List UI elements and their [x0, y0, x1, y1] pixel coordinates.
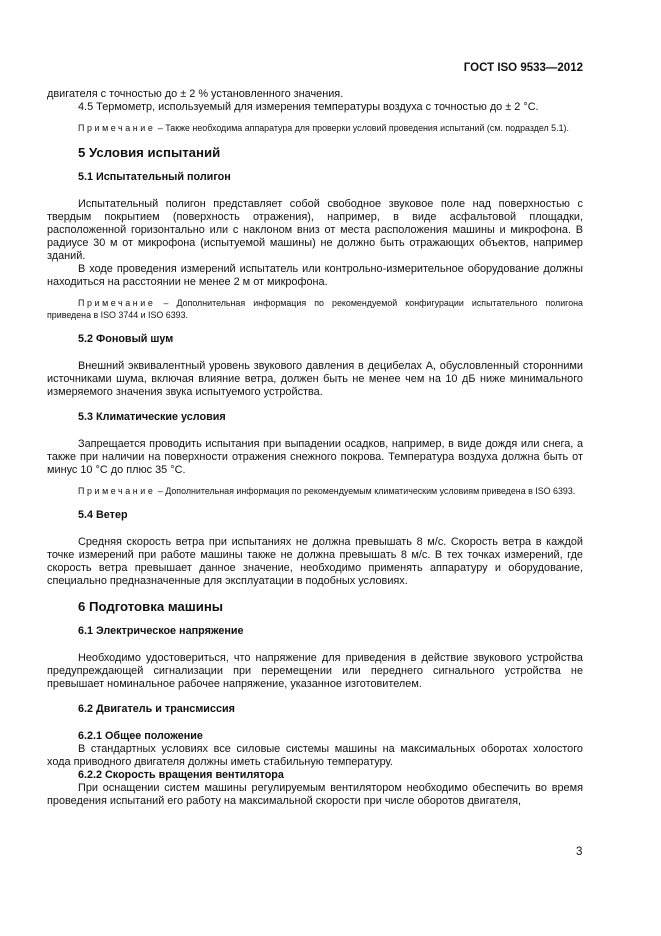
- page-content: [47, 88, 583, 808]
- section-6-2-2-heading: 6.2.2 Скорость вращения вентилятора: [78, 769, 284, 781]
- note-label: Примечание: [78, 298, 156, 308]
- section-6-heading: 6 Подготовка машины: [78, 599, 224, 614]
- note-text: – Дополнительная информация по рекомендуемой конфигурации испытательного полигона приведена в ISO 3744 и ISO 6393.: [47, 298, 583, 320]
- paragraph-5-1b: В ходе проведения измерений испытатель или контрольно-измерительное оборудование должны находиться на расстоянии не менее 2 м от микрофона.: [47, 263, 583, 288]
- paragraph-5-3: Запрещается проводить испытания при выпадении осадков, например, в виде дождя или снега, а также при наличии на поверхности отражения снежного покрова. Температура воздуха должна быть от минус 10 °С до плюс 35 °С.: [47, 438, 583, 476]
- note-2: [47, 297, 583, 321]
- paragraph-5-4: Средняя скорость ветра при испытаниях не должна превышать 8 м/с. Скорость ветра в каждой точке измерений при работе машины также не должна превышать 8 м/с. В тех точках измерений, где скорость ветра превышает данное значение, необходимо применять аппаратуру и оборудование, специально предназначенные для эксплуатации в подобных условиях.: [47, 536, 583, 587]
- note-text: – Также необходима аппаратура для проверки условий проведения испытаний (см. подраздел 5.1).: [155, 123, 569, 133]
- section-5-1-heading: 5.1 Испытательный полигон: [78, 171, 231, 183]
- section-6-2-1-heading: 6.2.1 Общее положение: [78, 730, 203, 742]
- section-6-1-heading: 6.1 Электрическое напряжение: [78, 625, 244, 637]
- note-1: [47, 122, 583, 134]
- note-label: Примечание: [78, 486, 156, 496]
- page-number: 3: [576, 846, 583, 858]
- paragraph-4-5: 4.5 Термометр, используемый для измерения температуры воздуха с точностью до ± 2 °С.: [78, 101, 539, 113]
- paragraph-6-2-1: В стандартных условиях все силовые системы машины на максимальных оборотах холостого хода приводного двигателя должны иметь стабильную температуру.: [47, 743, 583, 768]
- standard-header: ГОСТ ISO 9533—2012: [463, 62, 583, 74]
- section-6-2-heading: 6.2 Двигатель и трансмиссия: [78, 703, 235, 715]
- paragraph-5-1a: Испытательный полигон представляет собой свободное звуковое поле над поверхностью с твердым покрытием (поверхность отражения), например, в виде асфальтовой площадки, расположенной горизонтально или с наклоном вниз от места расположения машины и микрофона. В радиусе 30 м от микрофона (испытуемой машины) не должно быть отражающих объектов, например зданий.: [47, 198, 583, 262]
- section-5-4-heading: 5.4 Ветер: [78, 509, 128, 521]
- section-5-2-heading: 5.2 Фоновый шум: [78, 333, 174, 345]
- note-3: [47, 485, 583, 497]
- section-5-heading: 5 Условия испытаний: [78, 145, 221, 160]
- note-text: – Дополнительная информация по рекомендуемым климатическим условиям приведена в ISO 6393.: [155, 486, 576, 496]
- note-label: Примечание: [78, 123, 156, 133]
- section-5-3-heading: 5.3 Климатические условия: [78, 411, 226, 423]
- paragraph-6-1: Необходимо удостовериться, что напряжение для приведения в действие звукового устройства предупреждающей сигнализации при перемещении или переднего сигнального устройства не превышает номинальное рабочее напряжение, указанное изготовителем.: [47, 652, 583, 690]
- paragraph-6-2-2: При оснащении систем машины регулируемым вентилятором необходимо обеспечить во время проведения испытаний его работу на максимальной скорости при числе оборотов двигателя,: [47, 782, 583, 807]
- paragraph-5-2: Внешний эквивалентный уровень звукового давления в децибелах А, обусловленный сторонними источниками шума, включая влияние ветра, должен быть не менее чем на 10 дБ ниже минимального измеряемого значения звука испытуемого устройства.: [47, 360, 583, 398]
- paragraph-continuation: двигателя с точностью до ± 2 % установленного значения.: [47, 88, 344, 100]
